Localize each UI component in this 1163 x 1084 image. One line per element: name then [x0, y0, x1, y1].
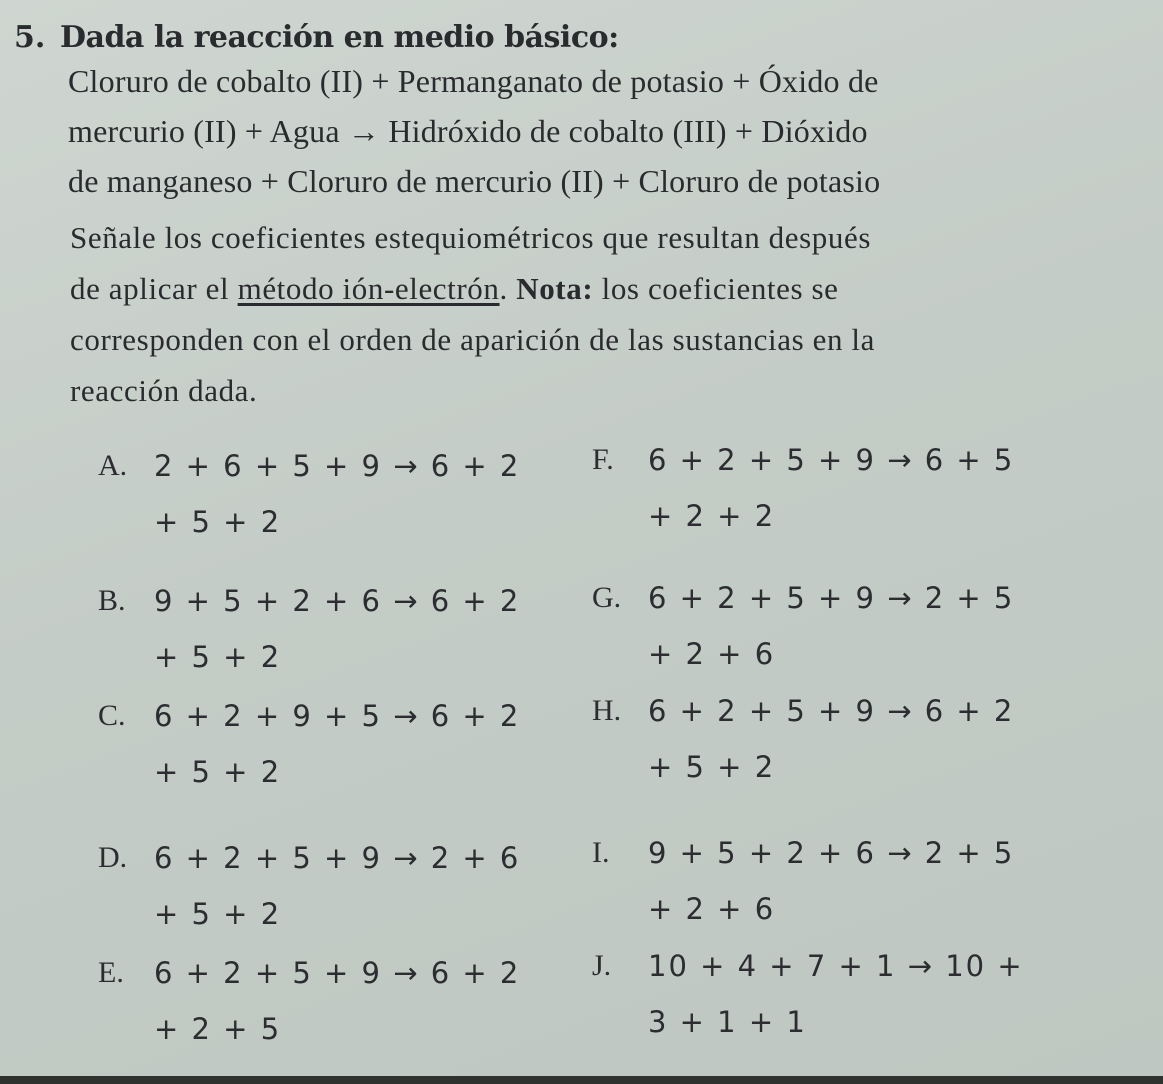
option-letter: J.: [592, 949, 612, 982]
question-header: Dada la reacción en medio básico:: [60, 20, 619, 55]
instruction-text: [70, 212, 1130, 416]
instruction-line: corresponden con el orden de aparición de las sustancias en la: [70, 322, 876, 357]
reaction-line: mercurio (II) + Agua → Hidróxido de cobalto (III) + Dióxido: [68, 113, 868, 149]
option-coefficients-line1: 10 + 4 + 7 + 1 → 10 +: [648, 949, 1024, 983]
instruction-line: Señale los coeficientes estequiométricos que resultan después: [70, 220, 872, 255]
reaction-line: Cloruro de cobalto (II) + Permanganato de potasio + Óxido de: [68, 63, 879, 99]
option-coefficients-line1: 6 + 2 + 5 + 9 → 2 + 6: [154, 841, 521, 875]
option-coefficients-line2: + 2 + 2: [648, 499, 776, 533]
instruction-line: reacción dada.: [70, 373, 258, 408]
instruction-text-fragment: los coeficientes se: [593, 271, 839, 306]
option-letter: C.: [98, 699, 126, 732]
option-coefficients-line2: + 2 + 5: [154, 1012, 282, 1046]
method-name-underlined: método ión-electrón: [237, 271, 500, 306]
option-coefficients-line1: 6 + 2 + 9 + 5 → 6 + 2: [154, 699, 521, 733]
option-coefficients-line2: + 5 + 2: [154, 755, 282, 789]
option-letter: E.: [98, 956, 124, 989]
option-coefficients-line1: 6 + 2 + 5 + 9 → 6 + 2: [648, 694, 1015, 728]
option-coefficients-line2: + 5 + 2: [648, 750, 776, 784]
option-coefficients-line2: + 5 + 2: [154, 505, 282, 539]
option-coefficients-line2: + 2 + 6: [648, 892, 776, 926]
option-coefficients-line1: 6 + 2 + 5 + 9 → 6 + 2: [154, 956, 521, 990]
option-letter: A.: [98, 449, 128, 482]
note-label: Nota:: [516, 271, 594, 306]
reaction-description: [68, 56, 1148, 206]
scan-edge-shadow: [0, 1076, 1163, 1084]
option-letter: F.: [592, 443, 614, 476]
option-coefficients-line2: + 5 + 2: [154, 897, 282, 931]
option-letter: B.: [98, 584, 126, 617]
instruction-text-fragment: de aplicar el: [70, 271, 238, 306]
option-coefficients-line1: 9 + 5 + 2 + 6 → 6 + 2: [154, 584, 521, 618]
question-number: 5.: [14, 20, 46, 55]
option-letter: I.: [592, 836, 610, 869]
option-coefficients-line1: 6 + 2 + 5 + 9 → 2 + 5: [648, 581, 1015, 615]
option-letter: G.: [592, 581, 622, 614]
option-coefficients-line1: 9 + 5 + 2 + 6 → 2 + 5: [648, 836, 1015, 870]
instruction-line: [70, 263, 1130, 314]
option-coefficients-line2: + 2 + 6: [648, 637, 776, 671]
option-letter: H.: [592, 694, 622, 727]
option-letter: D.: [98, 841, 128, 874]
option-coefficients-line2: 3 + 1 + 1: [648, 1005, 807, 1039]
option-coefficients-line2: + 5 + 2: [154, 640, 282, 674]
option-coefficients-line1: 2 + 6 + 5 + 9 → 6 + 2: [154, 449, 521, 483]
reaction-line: de manganeso + Cloruro de mercurio (II) + Cloruro de potasio: [68, 163, 881, 199]
instruction-text-fragment: .: [499, 271, 517, 306]
option-coefficients-line1: 6 + 2 + 5 + 9 → 6 + 5: [648, 443, 1015, 477]
